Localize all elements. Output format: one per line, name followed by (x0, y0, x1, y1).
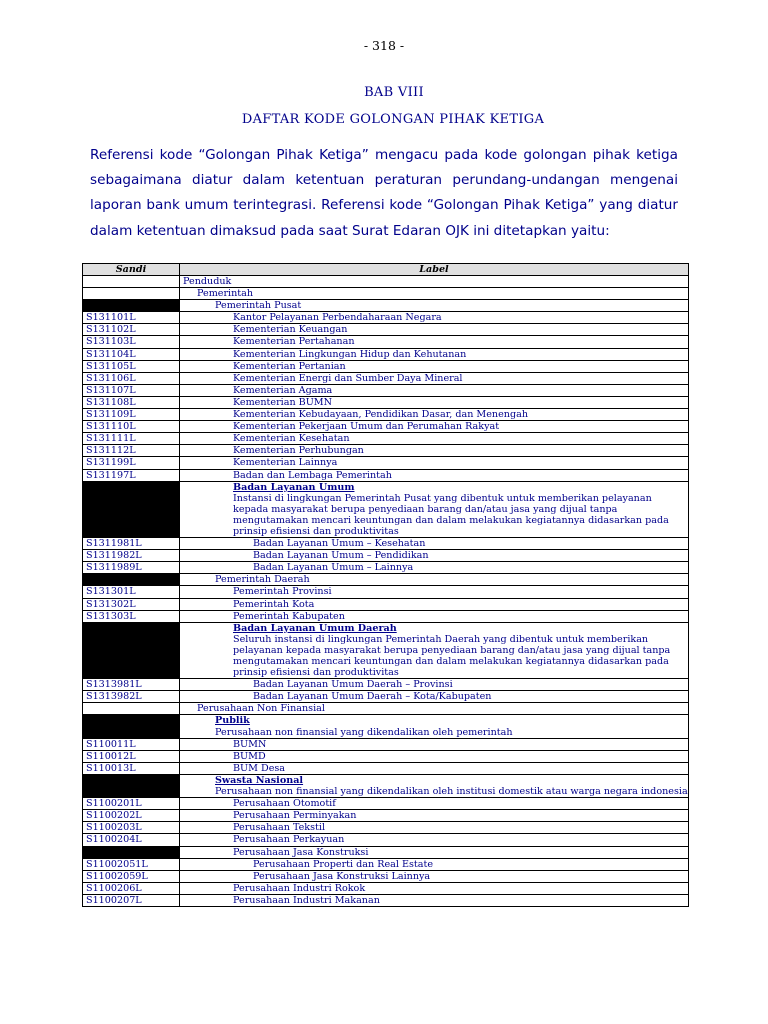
row-label (180, 574, 689, 586)
table-row (83, 288, 689, 300)
row-code (83, 846, 180, 858)
table-row (83, 598, 689, 610)
row-label (180, 774, 689, 797)
row-code: S1311982L (83, 550, 180, 562)
page-number: - 318 - (363, 38, 405, 53)
row-label-text: Pemerintah Kabupaten (233, 610, 345, 622)
row-code: S131112L (83, 445, 180, 457)
row-label (180, 610, 689, 622)
row-label (180, 457, 689, 469)
row-label-text: Kementerian Agama (233, 384, 333, 396)
row-code: S131105L (83, 360, 180, 372)
row-code: S1100206L (83, 882, 180, 894)
table-row (83, 336, 689, 348)
row-label-text: Perusahaan Perkayuan (233, 834, 345, 846)
row-label (180, 433, 689, 445)
row-code: S110013L (83, 762, 180, 774)
table-row (83, 574, 689, 586)
row-label (180, 622, 689, 678)
row-label (180, 834, 689, 846)
table-row (83, 738, 689, 750)
table-row (83, 798, 689, 810)
table-row (83, 276, 689, 288)
group-heading: Badan Layanan Umum (233, 481, 355, 493)
row-label-text: Kementerian Pertanian (233, 360, 346, 372)
table-row (83, 384, 689, 396)
row-label (180, 738, 689, 750)
table-body (83, 276, 689, 907)
row-label (180, 858, 689, 870)
header-label: Label (180, 264, 689, 276)
table-row (83, 300, 689, 312)
row-code: S1100201L (83, 798, 180, 810)
row-label (180, 550, 689, 562)
table-row (83, 774, 689, 797)
row-label (180, 421, 689, 433)
row-label-text: Badan Layanan Umum – Lainnya (253, 562, 414, 574)
row-code: S110011L (83, 738, 180, 750)
table-row (83, 538, 689, 550)
row-label (180, 846, 689, 858)
row-code: S11002051L (83, 858, 180, 870)
row-label-text: Kementerian Kesehatan (233, 433, 350, 445)
table-row (83, 610, 689, 622)
row-label-text: Kementerian Keuangan (233, 324, 348, 336)
row-code: S131106L (83, 372, 180, 384)
row-code: S131109L (83, 409, 180, 421)
row-label-text: Perusahaan Properti dan Real Estate (253, 858, 434, 870)
row-label (180, 276, 689, 288)
row-label-text: Kantor Pelayanan Perbendaharaan Negara (233, 312, 442, 324)
row-code: S131108L (83, 396, 180, 408)
row-label (180, 372, 689, 384)
row-code (83, 715, 180, 738)
group-description: Instansi di lingkungan Pemerintah Pusat yang dibentuk untuk memberikan pelayanan kepada masyarakat berupa penyediaan barang dan/atau jasa yang dijual tanpa mengutamakan mencari keuntungan dan dalam melakukan kegiatannya didasarkan pada prinsip efisiensi dan produktivitas (233, 492, 669, 537)
row-label-text: Badan Layanan Umum – Kesehatan (253, 538, 426, 550)
row-label-text: Kementerian Lingkungan Hidup dan Kehutanan (233, 348, 467, 360)
row-label-text: Kementerian Pekerjaan Umum dan Perumahan Rakyat (233, 421, 500, 433)
row-label-text: Pemerintah Kota (233, 598, 315, 610)
row-label (180, 384, 689, 396)
row-code: S110012L (83, 750, 180, 762)
row-label-text: Kementerian Kebudayaan, Pendidikan Dasar, dan Menengah (233, 409, 528, 421)
row-code: S1100204L (83, 834, 180, 846)
table-row (83, 421, 689, 433)
table-row (83, 894, 689, 906)
row-label (180, 348, 689, 360)
code-table (82, 263, 689, 907)
row-label-text: Perusahaan Perminyakan (233, 810, 357, 822)
row-code: S131301L (83, 586, 180, 598)
row-label-text: Kementerian BUMN (233, 396, 333, 408)
row-label (180, 538, 689, 550)
row-code: S1100202L (83, 810, 180, 822)
row-code: S1100203L (83, 822, 180, 834)
row-label-text: Pemerintah Pusat (215, 300, 302, 312)
row-label (180, 324, 689, 336)
group-description: Perusahaan non finansial yang dikendalikan oleh institusi domestik atau warga negara indonesia (215, 786, 688, 798)
row-label (180, 598, 689, 610)
row-code: S131302L (83, 598, 180, 610)
table-row (83, 715, 689, 738)
row-code: S131111L (83, 433, 180, 445)
table-row (83, 834, 689, 846)
table-row (83, 703, 689, 715)
row-code: S131104L (83, 348, 180, 360)
row-label (180, 750, 689, 762)
group-heading: Publik (215, 715, 250, 727)
row-code: S131102L (83, 324, 180, 336)
row-label-text: Perusahaan Non Finansial (197, 703, 325, 715)
row-label (180, 703, 689, 715)
header-sandi: Sandi (83, 264, 180, 276)
table-row (83, 679, 689, 691)
table-row (83, 870, 689, 882)
table-row (83, 691, 689, 703)
row-label (180, 445, 689, 457)
row-label-text: Perusahaan Tekstil (233, 822, 326, 834)
row-code (83, 774, 180, 797)
row-label-text: Penduduk (183, 276, 232, 287)
row-label (180, 679, 689, 691)
row-code (83, 481, 180, 537)
row-code: S1313981L (83, 679, 180, 691)
table-row (83, 457, 689, 469)
row-label-text: Kementerian Perhubungan (233, 445, 364, 457)
row-code: S131197L (83, 469, 180, 481)
row-label-text: Pemerintah Provinsi (233, 586, 332, 598)
row-label (180, 870, 689, 882)
table-row (83, 562, 689, 574)
row-label (180, 762, 689, 774)
row-label (180, 409, 689, 421)
table-row (83, 324, 689, 336)
table-row (83, 750, 689, 762)
row-label-text: BUM Desa (233, 762, 286, 774)
row-label-text: Badan Layanan Umum – Pendidikan (253, 550, 429, 562)
row-label (180, 562, 689, 574)
row-label-text: Pemerintah (197, 288, 254, 300)
row-code (83, 622, 180, 678)
row-code: S1311981L (83, 538, 180, 550)
table-row (83, 433, 689, 445)
row-label (180, 715, 689, 738)
row-label (180, 586, 689, 598)
table-row (83, 846, 689, 858)
row-label-text: Badan Layanan Umum Daerah – Kota/Kabupaten (253, 691, 492, 703)
row-code (83, 288, 180, 300)
row-label-text: Perusahaan Industri Makanan (233, 894, 380, 906)
table-row (83, 409, 689, 421)
table-row (83, 372, 689, 384)
row-code (83, 300, 180, 312)
row-code: S131110L (83, 421, 180, 433)
table-row (83, 822, 689, 834)
row-code: S1311989L (83, 562, 180, 574)
row-label (180, 822, 689, 834)
group-description: Perusahaan non finansial yang dikendalikan oleh pemerintah (215, 726, 513, 738)
table-row (83, 348, 689, 360)
group-description: Seluruh instansi di lingkungan Pemerintah Daerah yang dibentuk untuk memberikan pelayanan kepada masyarakat berupa penyediaan barang dan/atau jasa yang dijual tanpa mengutamakan mencari keuntungan dan dalam melakukan kegiatannya didasarkan pada prinsip efisiensi dan produktivitas (233, 633, 671, 679)
table-row (83, 360, 689, 372)
row-label-text: BUMN (233, 738, 267, 750)
group-heading: Swasta Nasional (215, 774, 304, 786)
row-code: S1313982L (83, 691, 180, 703)
table-header-row (83, 264, 689, 276)
table-row (83, 622, 689, 678)
table-row (83, 550, 689, 562)
row-label-text: Pemerintah Daerah (215, 574, 310, 586)
chapter-heading: BAB VIII (364, 85, 424, 100)
row-label-text: Perusahaan Industri Rokok (233, 882, 366, 894)
row-label-text: Badan dan Lembaga Pemerintah (233, 469, 392, 481)
row-code: S131199L (83, 457, 180, 469)
table-row (83, 762, 689, 774)
row-label-text: Badan Layanan Umum Daerah – Provinsi (253, 679, 453, 691)
row-code (83, 276, 180, 288)
table-row (83, 396, 689, 408)
row-label (180, 882, 689, 894)
row-label-text: Perusahaan Otomotif (233, 798, 336, 810)
row-label (180, 312, 689, 324)
row-label-text: BUMD (233, 750, 266, 762)
row-label-text: Kementerian Energi dan Sumber Daya Mineral (233, 372, 463, 384)
intro-paragraph: Referensi kode “Golongan Pihak Ketiga” mengacu pada kode golongan pihak ketiga sebagaimana diatur dalam ketentuan peraturan perundang-undangan mengenai laporan bank umum terintegrasi. Referensi kode “Golongan Pihak Ketiga” yang diatur dalam ketentuan dimaksud pada saat Surat Edaran OJK ini ditetapkan yaitu: (90, 147, 678, 239)
row-label (180, 798, 689, 810)
row-code (83, 574, 180, 586)
row-code: S131103L (83, 336, 180, 348)
table-row (83, 810, 689, 822)
row-label (180, 481, 689, 537)
row-code: S131107L (83, 384, 180, 396)
row-label (180, 396, 689, 408)
row-label (180, 469, 689, 481)
row-code: S131303L (83, 610, 180, 622)
row-label (180, 810, 689, 822)
row-label (180, 360, 689, 372)
table-row (83, 858, 689, 870)
row-label (180, 336, 689, 348)
table-row (83, 586, 689, 598)
row-label-text: Perusahaan Jasa Konstruksi (233, 846, 369, 858)
table-row (83, 312, 689, 324)
row-label (180, 691, 689, 703)
row-label (180, 300, 689, 312)
row-code: S11002059L (83, 870, 180, 882)
document-title: DAFTAR KODE GOLONGAN PIHAK KETIGA (241, 112, 545, 127)
row-label-text: Kementerian Pertahanan (233, 336, 355, 348)
row-label-text: Perusahaan Jasa Konstruksi Lainnya (253, 870, 431, 882)
table-row (83, 469, 689, 481)
group-heading: Badan Layanan Umum Daerah (233, 622, 397, 634)
table-row (83, 882, 689, 894)
row-label (180, 288, 689, 300)
table-row (83, 445, 689, 457)
row-label-text: Kementerian Lainnya (233, 457, 338, 469)
row-code (83, 703, 180, 715)
row-label (180, 894, 689, 906)
row-code: S131101L (83, 312, 180, 324)
row-code: S1100207L (83, 894, 180, 906)
table-row (83, 481, 689, 537)
